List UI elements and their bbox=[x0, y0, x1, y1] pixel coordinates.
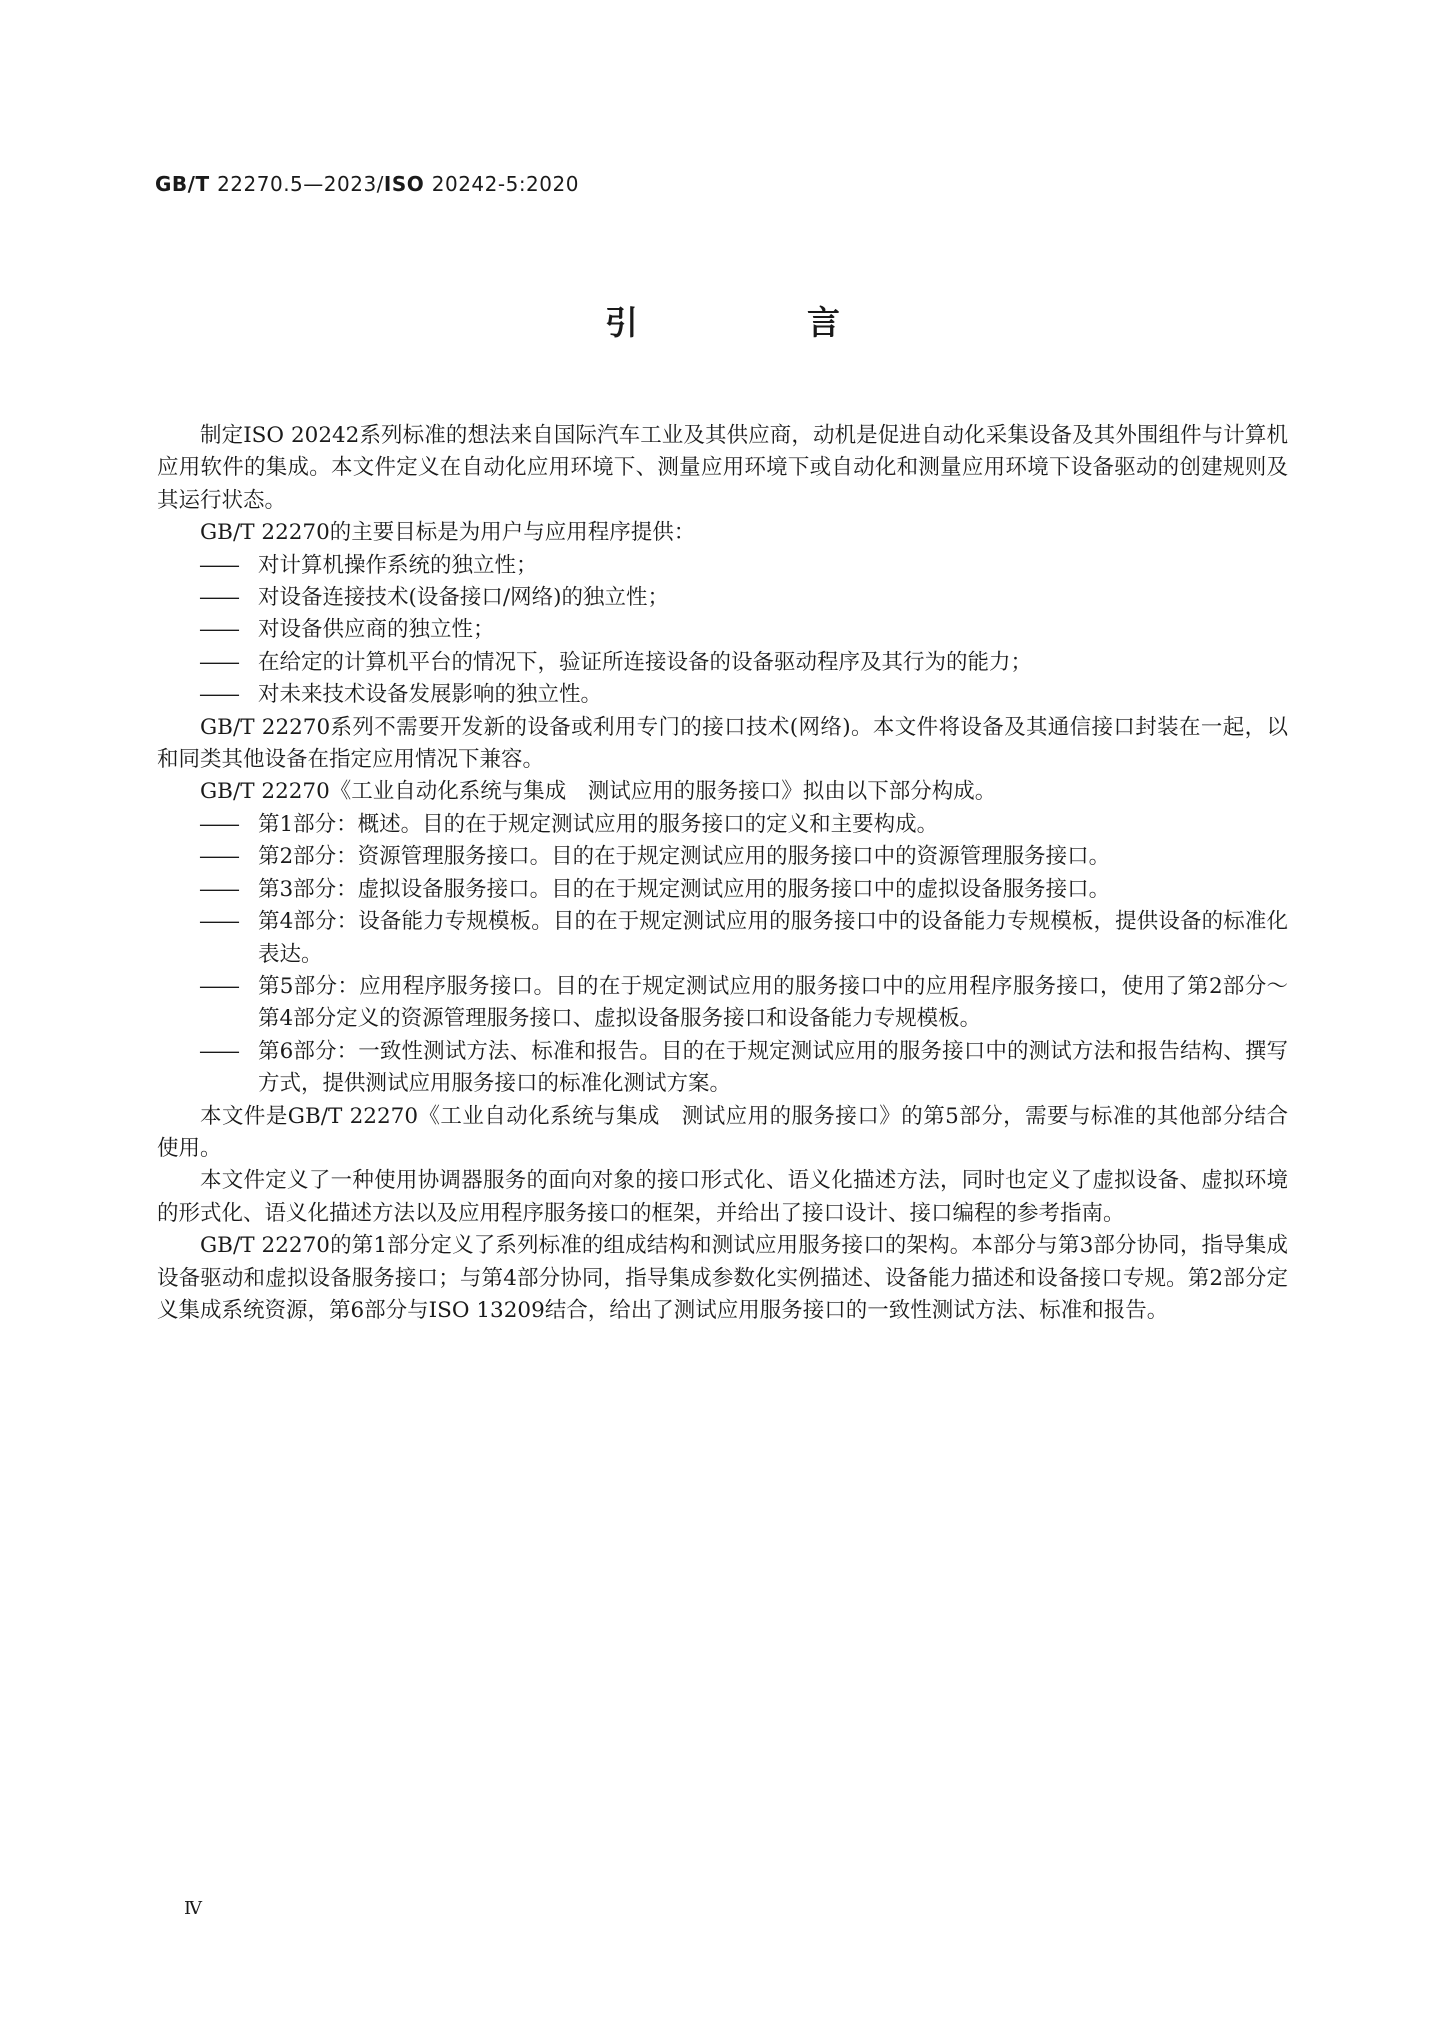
list-item-text: 对设备供应商的独立性； bbox=[258, 617, 495, 643]
list-item bbox=[157, 614, 1288, 646]
list-item-text: 第2部分：资源管理服务接口。目的在于规定测试应用的服务接口中的资源管理服务接口。 bbox=[258, 844, 1111, 870]
list-item bbox=[157, 906, 1288, 971]
standard-number bbox=[155, 172, 579, 196]
list-item-text: 在给定的计算机平台的情况下，验证所连接设备的设备驱动程序及其行为的能力； bbox=[258, 649, 1033, 675]
paragraph: GB/T 22270《工业自动化系统与集成 测试应用的服务接口》拟由以下部分构成。 bbox=[200, 779, 997, 805]
paragraph: 本文件是GB/T 22270《工业自动化系统与集成 测试应用的服务接口》的第5部分，需要与标准的其他部分结合使用。 bbox=[157, 1103, 1288, 1161]
list-item bbox=[157, 809, 1288, 841]
list-item bbox=[157, 679, 1288, 711]
body-text bbox=[157, 420, 1288, 1327]
paragraph: 制定ISO 20242系列标准的想法来自国际汽车工业及其供应商，动机是促进自动化采集设备及其外围组件与计算机应用软件的集成。本文件定义在自动化应用环境下、测量应用环境下或自动化和测量应用环境下设备驱动的创建规则及其运行状态。 bbox=[157, 423, 1288, 513]
list-item-text: 对未来技术设备发展影响的独立性。 bbox=[258, 682, 603, 708]
bullet-dash: —— bbox=[199, 1038, 238, 1064]
paragraph: GB/T 22270的主要目标是为用户与应用程序提供： bbox=[200, 520, 696, 546]
paragraph: GB/T 22270的第1部分定义了系列标准的组成结构和测试应用服务接口的架构。本部分与第3部分协同，指导集成设备驱动和虚拟设备服务接口；与第4部分协同，指导集成参数化实例描述、设备能力描述和设备接口专规。第2部分定义集成系统资源，第6部分与ISO 13209结合，给出了测试应用服务接口的一致性测试方法、标准和报告。 bbox=[157, 1233, 1288, 1323]
list-item bbox=[157, 841, 1288, 873]
list-item bbox=[157, 1036, 1288, 1101]
list-item bbox=[157, 971, 1288, 1036]
iso-code-number: 20242-5:2020 bbox=[431, 172, 579, 196]
list-item-text: 第3部分：虚拟设备服务接口。目的在于规定测试应用的服务接口中的虚拟设备服务接口。 bbox=[258, 876, 1111, 902]
list-item-text: 第1部分：概述。目的在于规定测试应用的服务接口的定义和主要构成。 bbox=[258, 811, 939, 837]
list-item bbox=[157, 550, 1288, 582]
bullet-dash: —— bbox=[199, 649, 238, 675]
page-number: Ⅳ bbox=[184, 1898, 202, 1919]
list-item bbox=[157, 874, 1288, 906]
bullet-dash: —— bbox=[199, 811, 238, 837]
standard-code-number: 22270.5—2023/ bbox=[217, 172, 384, 196]
bullet-dash: —— bbox=[199, 617, 238, 643]
standard-code: GB/T bbox=[155, 172, 210, 196]
bullet-dash: —— bbox=[199, 909, 238, 935]
list-item-text: 对计算机操作系统的独立性； bbox=[258, 552, 538, 578]
paragraph: GB/T 22270系列不需要开发新的设备或利用专门的接口技术(网络)。本文件将设备及其通信接口封装在一起，以和同类其他设备在指定应用情况下兼容。 bbox=[157, 714, 1288, 773]
bullet-dash: —— bbox=[199, 973, 238, 999]
list-item-text: 第4部分：设备能力专规模板。目的在于规定测试应用的服务接口中的设备能力专规模板，提供设备的标准化表达。 bbox=[258, 909, 1288, 967]
section-title: 引 言 bbox=[605, 303, 908, 342]
list-item-text: 对设备连接技术(设备接口/网络)的独立性； bbox=[258, 585, 670, 611]
list-item-text: 第6部分：一致性测试方法、标准和报告。目的在于规定测试应用的服务接口中的测试方法和报告结构、撰写方式，提供测试应用服务接口的标准化测试方案。 bbox=[258, 1038, 1288, 1097]
iso-code: ISO bbox=[383, 172, 425, 196]
bullet-dash: —— bbox=[199, 585, 238, 611]
list-item-text: 第5部分：应用程序服务接口。目的在于规定测试应用的服务接口中的应用程序服务接口，使用了第2部分～第4部分定义的资源管理服务接口、虚拟设备服务接口和设备能力专规模板。 bbox=[258, 973, 1288, 1032]
bullet-dash: —— bbox=[199, 682, 238, 708]
list-item bbox=[157, 582, 1288, 614]
bullet-dash: —— bbox=[199, 844, 238, 870]
list-item bbox=[157, 647, 1288, 679]
bullet-dash: —— bbox=[199, 876, 238, 902]
bullet-dash: —— bbox=[199, 552, 238, 578]
paragraph: 本文件定义了一种使用协调器服务的面向对象的接口形式化、语义化描述方法，同时也定义了虚拟设备、虚拟环境的形式化、语义化描述方法以及应用程序服务接口的框架，并给出了接口设计、接口编程的参考指南。 bbox=[157, 1168, 1288, 1226]
